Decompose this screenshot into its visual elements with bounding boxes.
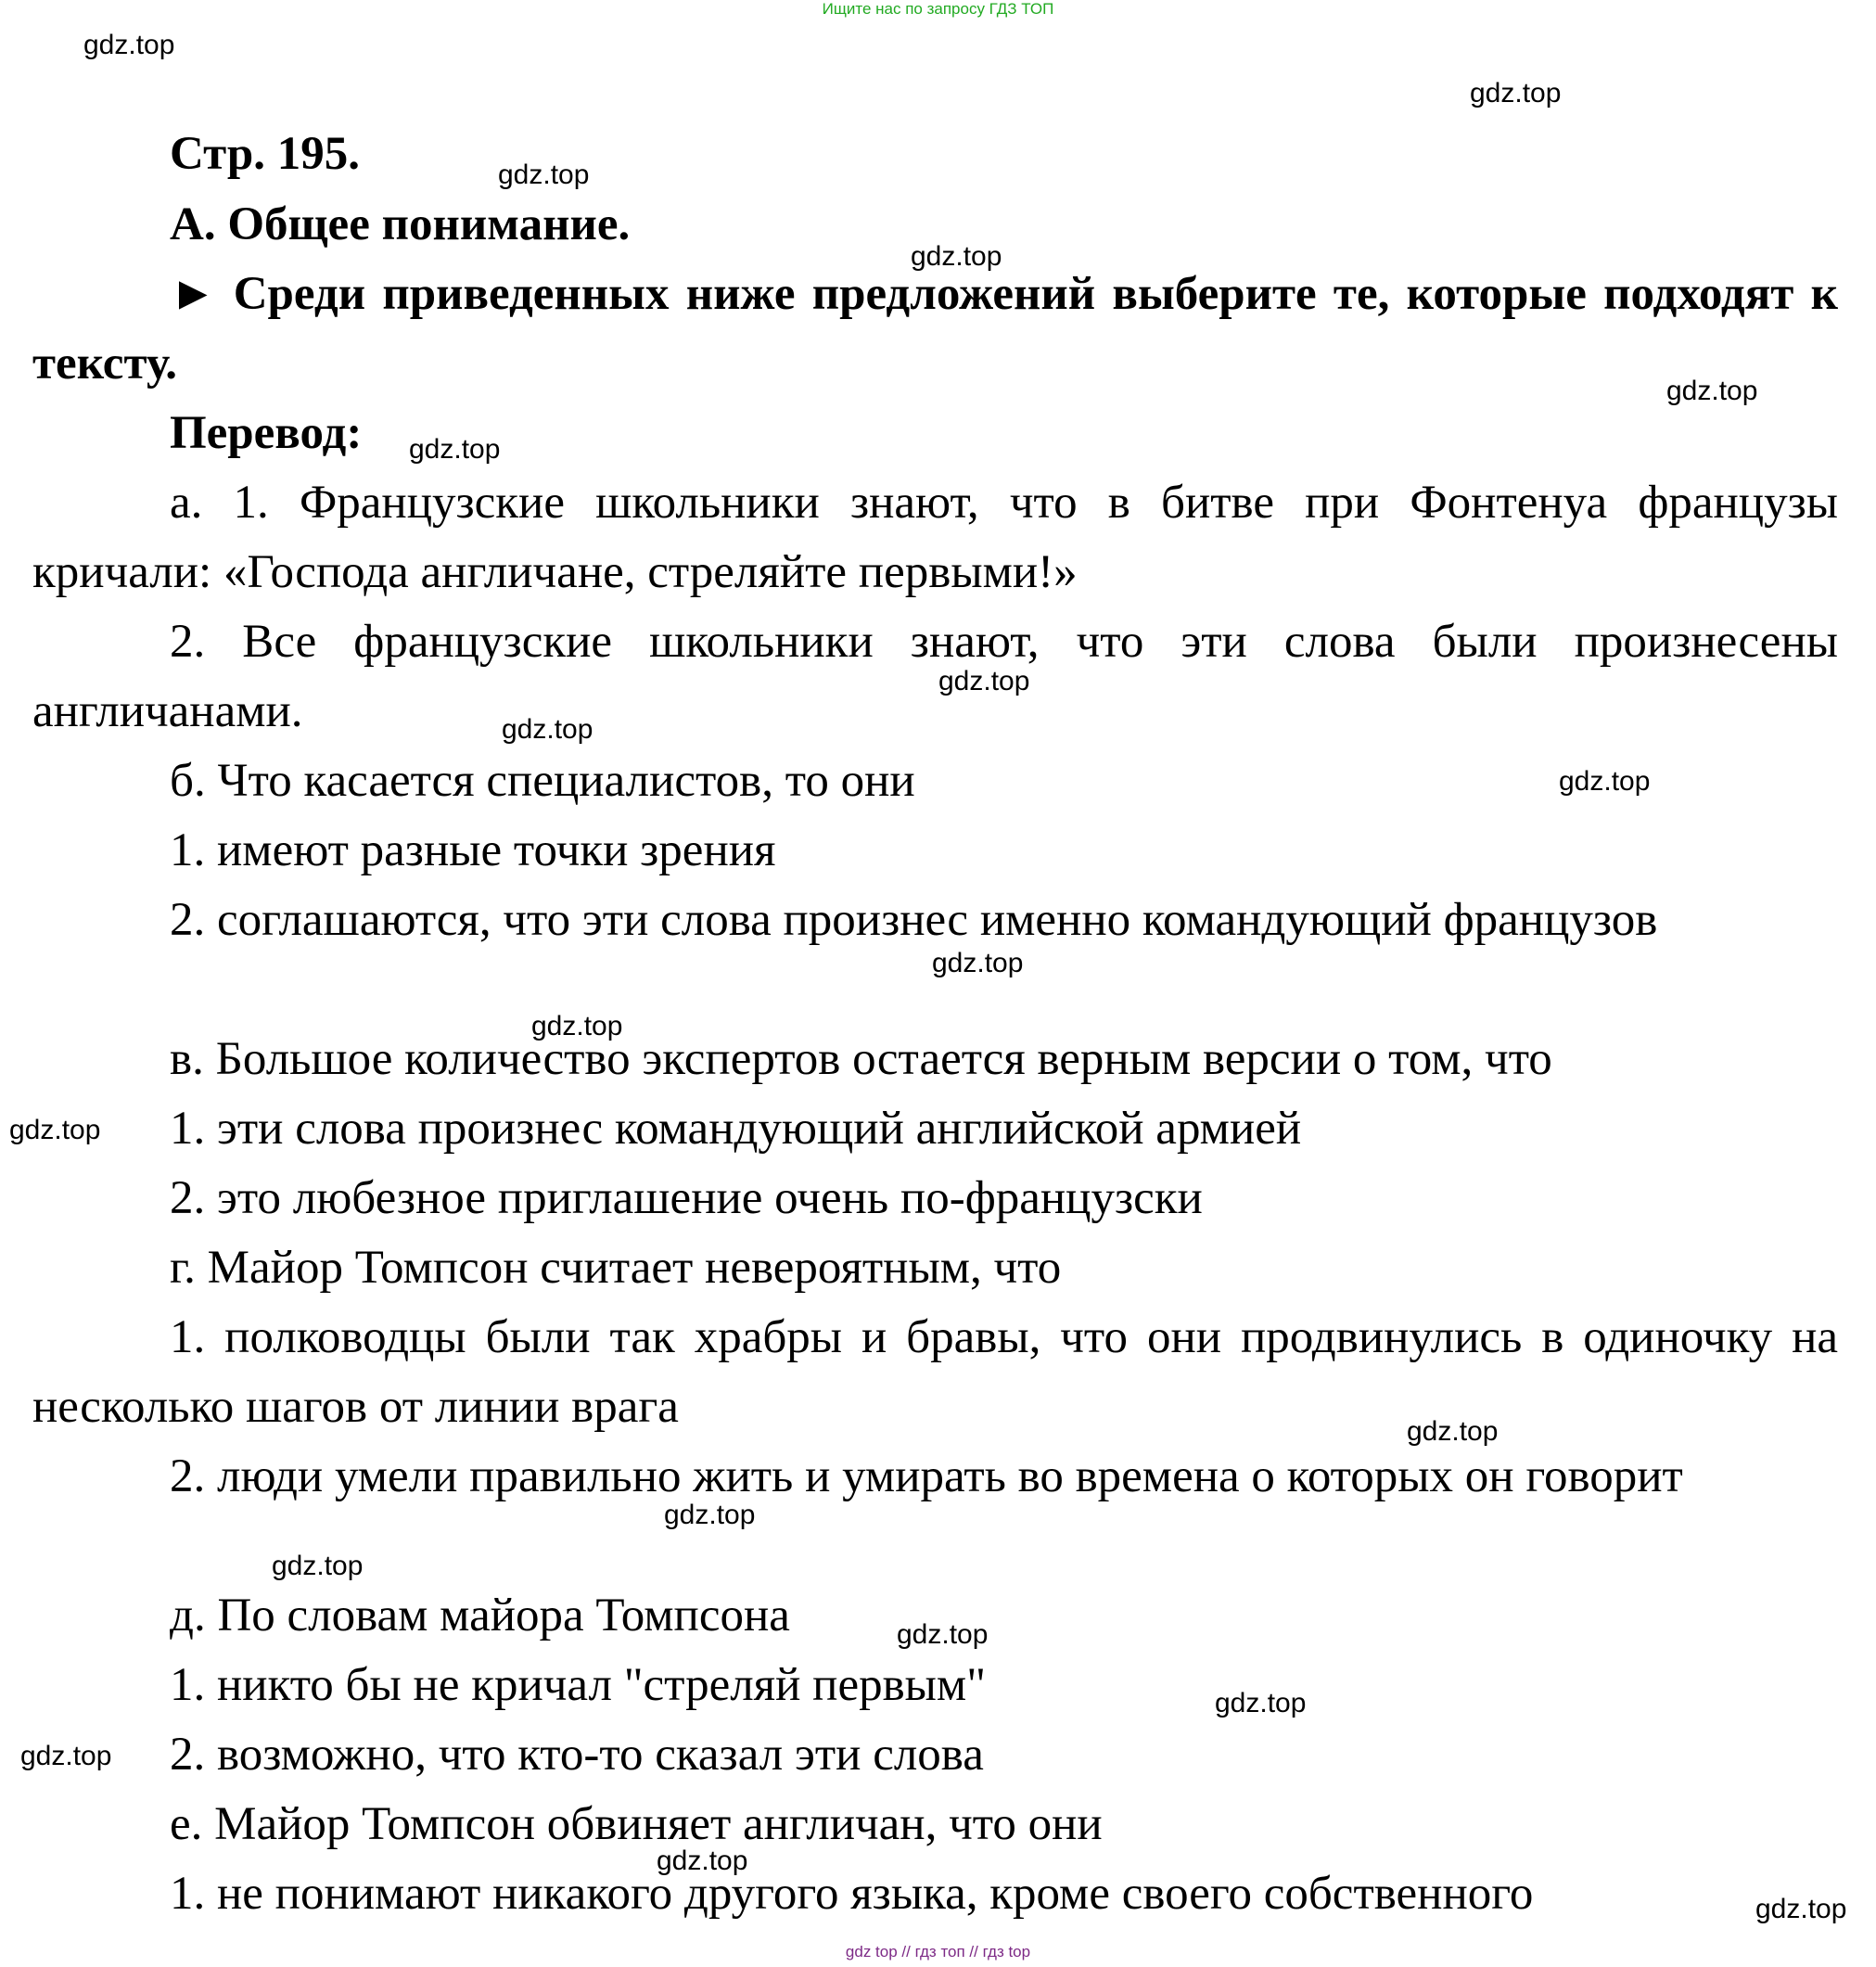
watermark: gdz.top [409, 434, 501, 465]
item-b: б. Что касается специалистов, то они [170, 755, 915, 807]
watermark: gdz.top [1470, 78, 1562, 109]
watermark: gdz.top [938, 666, 1030, 696]
watermark: gdz.top [498, 160, 590, 190]
watermark: gdz.top [897, 1619, 989, 1650]
watermark: gdz.top [932, 948, 1024, 978]
watermark: gdz.top [1407, 1416, 1499, 1447]
item-g-1: 1. полководцы были так храбры и бравы, что они продвинулись в одиночку на несколько шагов от линии врага [32, 1311, 1838, 1433]
watermark: gdz.top [1559, 766, 1651, 797]
watermark: gdz.top [1666, 376, 1758, 406]
item-d: д. По словам майора Томпсона [170, 1590, 790, 1641]
watermark: gdz.top [20, 1741, 112, 1771]
watermark: gdz.top [657, 1846, 748, 1876]
watermark: gdz.top [1215, 1688, 1307, 1718]
watermark: gdz.top [1755, 1894, 1847, 1924]
watermark: gdz.top [911, 241, 1002, 272]
page-number-heading: Стр. 195. [170, 128, 360, 180]
item-a-2: 2. Все французские школьники знают, что эти слова были произнесены англичанами. [32, 616, 1838, 737]
item-d-1: 1. никто бы не кричал "стреляй первым" [170, 1659, 987, 1711]
item-g-2: 2. люди умели правильно жить и умирать во времена о которых он говорит [170, 1450, 1683, 1502]
item-b-1: 1. имеют разные точки зрения [170, 824, 776, 876]
watermark: gdz.top [664, 1500, 756, 1530]
watermark: gdz.top [531, 1011, 623, 1041]
watermark: gdz.top [83, 30, 175, 60]
watermark: gdz.top [502, 714, 593, 745]
item-v: в. Большое количество экспертов остается верным версии о том, что [170, 1033, 1552, 1085]
item-g: г. Майор Томпсон считает невероятным, что [170, 1242, 1062, 1294]
item-v-1: 1. эти слова произнес командующий английской армией [170, 1103, 1302, 1155]
task-instruction: ► Среди приведенных ниже предложений выберите те, которые подходят к тексту. [32, 268, 1838, 390]
watermark: gdz.top [272, 1551, 364, 1581]
item-a-1: а. 1. Французские школьники знают, что в битве при Фонтенуа французы кричали: «Господа англичане, стреляйте первыми!» [32, 477, 1838, 598]
item-e-1: 1. не понимают никакого другого языка, кроме своего собственного [170, 1868, 1534, 1920]
item-b-2: 2. соглашаются, что эти слова произнес именно командующий французов [170, 894, 1658, 946]
section-heading: А. Общее понимание. [170, 198, 631, 250]
item-d-2: 2. возможно, что кто-то сказал эти слова [170, 1729, 984, 1781]
item-v-2: 2. это любезное приглашение очень по-французски [170, 1172, 1203, 1224]
watermark: gdz.top [9, 1115, 101, 1145]
bottom-banner: gdz top // гдз топ // гдз top [845, 1943, 1031, 1961]
top-banner: Ищите нас по запросу ГДЗ ТОП [822, 0, 1054, 18]
translation-label: Перевод: [170, 407, 363, 459]
item-e: е. Майор Томпсон обвиняет англичан, что они [170, 1798, 1103, 1850]
